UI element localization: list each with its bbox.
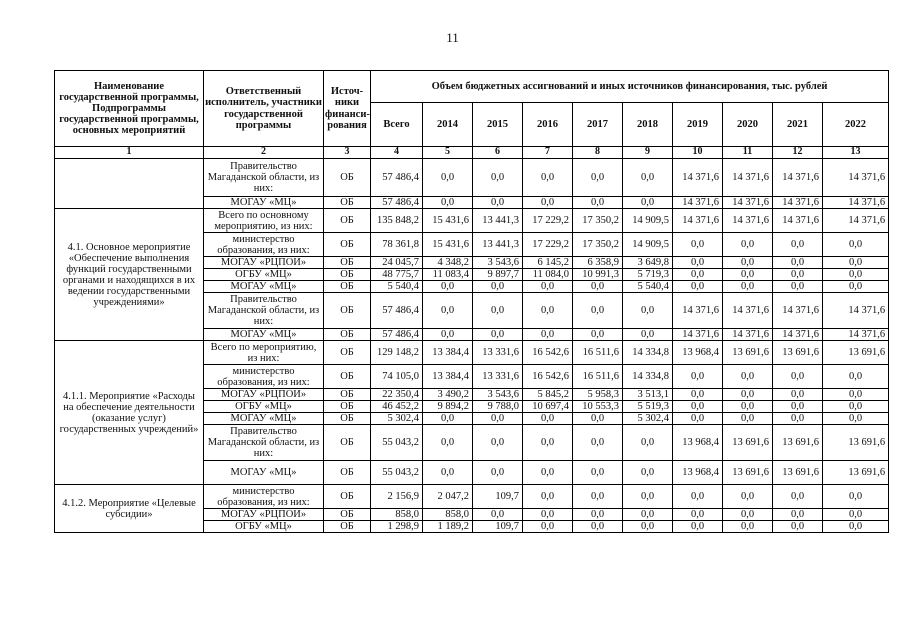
year-value-cell: 0,0 (723, 233, 773, 257)
total-value-cell: 858,0 (371, 509, 423, 521)
year-value-cell: 14 371,6 (823, 329, 889, 341)
year-value-cell: 14 371,6 (823, 159, 889, 197)
year-value-cell: 14 371,6 (773, 159, 823, 197)
year-value-cell: 13 441,3 (473, 209, 523, 233)
year-value-cell: 14 371,6 (723, 209, 773, 233)
year-value-cell: 0,0 (823, 413, 889, 425)
column-number: 12 (773, 147, 823, 159)
year-value-cell: 0,0 (523, 281, 573, 293)
year-value-cell: 0,0 (473, 281, 523, 293)
year-value-cell: 6 145,2 (523, 257, 573, 269)
year-value-cell: 13 384,4 (423, 341, 473, 365)
year-value-cell: 14 371,6 (723, 197, 773, 209)
year-value-cell: 13 691,6 (823, 461, 889, 485)
total-value-cell: 74 105,0 (371, 365, 423, 389)
year-value-cell: 3 543,6 (473, 257, 523, 269)
year-value-cell: 9 788,0 (473, 401, 523, 413)
source-cell: ОБ (324, 461, 371, 485)
year-value-cell: 0,0 (673, 233, 723, 257)
year-value-cell: 13 968,4 (673, 425, 723, 461)
year-value-cell: 0,0 (523, 509, 573, 521)
source-cell: ОБ (324, 401, 371, 413)
column-number: 2 (204, 147, 324, 159)
table-row (55, 341, 889, 365)
executor-cell: МОГАУ «МЦ» (204, 413, 324, 425)
year-value-cell: 16 542,6 (523, 365, 573, 389)
source-cell: ОБ (324, 485, 371, 509)
year-value-cell: 109,7 (473, 521, 523, 533)
year-value-cell: 15 431,6 (423, 233, 473, 257)
total-value-cell: 78 361,8 (371, 233, 423, 257)
total-value-cell: 55 043,2 (371, 425, 423, 461)
year-value-cell: 0,0 (573, 461, 623, 485)
executor-cell: МОГАУ «РЦПОИ» (204, 389, 324, 401)
year-value-cell: 0,0 (723, 269, 773, 281)
year-value-cell: 0,0 (823, 509, 889, 521)
year-value-cell: 3 513,1 (623, 389, 673, 401)
source-cell: ОБ (324, 341, 371, 365)
year-value-cell: 10 991,3 (573, 269, 623, 281)
year-value-cell: 17 229,2 (523, 233, 573, 257)
executor-cell: ОГБУ «МЦ» (204, 401, 324, 413)
year-value-cell: 0,0 (723, 509, 773, 521)
year-value-cell: 0,0 (623, 509, 673, 521)
year-value-cell: 0,0 (623, 159, 673, 197)
header-year: 2016 (523, 103, 573, 147)
executor-cell: ОГБУ «МЦ» (204, 269, 324, 281)
year-value-cell: 2 047,2 (423, 485, 473, 509)
year-value-cell: 14 371,6 (773, 209, 823, 233)
total-value-cell: 57 486,4 (371, 329, 423, 341)
year-value-cell: 0,0 (723, 389, 773, 401)
year-value-cell: 0,0 (423, 425, 473, 461)
year-value-cell: 3 490,2 (423, 389, 473, 401)
source-cell: ОБ (324, 293, 371, 329)
total-value-cell: 22 350,4 (371, 389, 423, 401)
year-value-cell: 3 649,8 (623, 257, 673, 269)
header-year: 2014 (423, 103, 473, 147)
year-value-cell: 0,0 (673, 269, 723, 281)
year-value-cell: 14 371,6 (773, 197, 823, 209)
year-value-cell: 0,0 (723, 281, 773, 293)
year-value-cell: 16 511,6 (573, 341, 623, 365)
year-value-cell: 16 511,6 (573, 365, 623, 389)
year-value-cell: 0,0 (723, 413, 773, 425)
year-value-cell: 0,0 (573, 281, 623, 293)
table-body (55, 159, 889, 533)
year-value-cell: 0,0 (573, 413, 623, 425)
column-number: 9 (623, 147, 673, 159)
year-value-cell: 13 968,4 (673, 341, 723, 365)
year-value-cell: 0,0 (823, 389, 889, 401)
year-value-cell: 17 350,2 (573, 233, 623, 257)
year-value-cell: 0,0 (523, 485, 573, 509)
year-value-cell: 0,0 (623, 521, 673, 533)
year-value-cell: 0,0 (423, 197, 473, 209)
year-value-cell: 0,0 (473, 159, 523, 197)
source-cell: ОБ (324, 521, 371, 533)
year-value-cell: 13 384,4 (423, 365, 473, 389)
total-value-cell: 46 452,2 (371, 401, 423, 413)
executor-cell: Правительство Магаданской области, из них: (204, 425, 324, 461)
budget-allocation-table (54, 70, 889, 533)
year-value-cell: 5 540,4 (623, 281, 673, 293)
year-value-cell: 14 371,6 (673, 159, 723, 197)
source-cell: ОБ (324, 233, 371, 257)
year-value-cell: 13 691,6 (823, 425, 889, 461)
total-value-cell: 55 043,2 (371, 461, 423, 485)
header-year: 2021 (773, 103, 823, 147)
year-value-cell: 13 691,6 (773, 425, 823, 461)
column-number: 7 (523, 147, 573, 159)
total-value-cell: 5 302,4 (371, 413, 423, 425)
table-row (55, 485, 889, 509)
executor-cell: министерство образования, из них: (204, 485, 324, 509)
year-value-cell: 13 691,6 (723, 461, 773, 485)
year-value-cell: 0,0 (523, 293, 573, 329)
year-value-cell: 0,0 (523, 329, 573, 341)
header-budget-volume: Объем бюджетных ассигнований и иных источников финансирования, тыс. рублей (371, 71, 889, 103)
year-value-cell: 0,0 (623, 197, 673, 209)
year-value-cell: 0,0 (523, 413, 573, 425)
year-value-cell: 14 909,5 (623, 233, 673, 257)
total-value-cell: 48 775,7 (371, 269, 423, 281)
year-value-cell: 0,0 (423, 413, 473, 425)
year-value-cell: 0,0 (423, 281, 473, 293)
page-number: 11 (446, 30, 459, 45)
year-value-cell: 14 371,6 (673, 293, 723, 329)
source-cell: ОБ (324, 257, 371, 269)
year-value-cell: 14 371,6 (673, 329, 723, 341)
year-value-cell: 0,0 (473, 329, 523, 341)
year-value-cell: 0,0 (773, 365, 823, 389)
year-value-cell: 0,0 (673, 365, 723, 389)
year-value-cell: 11 083,4 (423, 269, 473, 281)
year-value-cell: 0,0 (623, 485, 673, 509)
year-value-cell: 5 719,3 (623, 269, 673, 281)
year-value-cell: 3 543,6 (473, 389, 523, 401)
year-value-cell: 10 697,4 (523, 401, 573, 413)
year-value-cell: 0,0 (673, 401, 723, 413)
table-row (55, 209, 889, 233)
year-value-cell: 13 691,6 (723, 341, 773, 365)
year-value-cell: 0,0 (773, 281, 823, 293)
total-value-cell: 57 486,4 (371, 293, 423, 329)
year-value-cell: 15 431,6 (423, 209, 473, 233)
year-value-cell: 14 371,6 (823, 209, 889, 233)
executor-cell: ОГБУ «МЦ» (204, 521, 324, 533)
year-value-cell: 0,0 (473, 461, 523, 485)
year-value-cell: 0,0 (423, 159, 473, 197)
year-value-cell: 9 897,7 (473, 269, 523, 281)
year-value-cell: 0,0 (673, 509, 723, 521)
year-value-cell: 109,7 (473, 485, 523, 509)
executor-cell: МОГАУ «МЦ» (204, 329, 324, 341)
program-name-cell: 4.1.2. Мероприятие «Целевые субсидии» (55, 485, 204, 533)
column-number: 3 (324, 147, 371, 159)
year-value-cell: 4 348,2 (423, 257, 473, 269)
year-value-cell: 0,0 (723, 521, 773, 533)
header-year: 2017 (573, 103, 623, 147)
year-value-cell: 0,0 (623, 293, 673, 329)
total-value-cell: 1 298,9 (371, 521, 423, 533)
year-value-cell: 0,0 (673, 485, 723, 509)
executor-cell: МОГАУ «РЦПОИ» (204, 257, 324, 269)
year-value-cell: 0,0 (673, 281, 723, 293)
year-value-cell: 6 358,9 (573, 257, 623, 269)
year-value-cell: 0,0 (823, 521, 889, 533)
source-cell: ОБ (324, 509, 371, 521)
year-value-cell: 0,0 (573, 425, 623, 461)
year-value-cell: 0,0 (573, 159, 623, 197)
year-value-cell: 0,0 (723, 485, 773, 509)
year-value-cell: 0,0 (523, 461, 573, 485)
source-cell: ОБ (324, 413, 371, 425)
year-value-cell: 0,0 (623, 461, 673, 485)
total-value-cell: 129 148,2 (371, 341, 423, 365)
year-value-cell: 14 371,6 (823, 293, 889, 329)
total-value-cell: 135 848,2 (371, 209, 423, 233)
year-value-cell: 0,0 (673, 257, 723, 269)
year-value-cell: 11 084,0 (523, 269, 573, 281)
source-cell: ОБ (324, 159, 371, 197)
year-value-cell: 0,0 (573, 293, 623, 329)
executor-cell: Правительство Магаданской области, из них: (204, 159, 324, 197)
year-value-cell: 13 691,6 (723, 425, 773, 461)
year-value-cell: 14 371,6 (773, 293, 823, 329)
year-value-cell: 0,0 (523, 425, 573, 461)
column-number: 13 (823, 147, 889, 159)
year-value-cell: 0,0 (823, 485, 889, 509)
year-value-cell: 9 894,2 (423, 401, 473, 413)
header-year: 2020 (723, 103, 773, 147)
year-value-cell: 0,0 (423, 293, 473, 329)
year-value-cell: 0,0 (473, 293, 523, 329)
year-value-cell: 0,0 (523, 159, 573, 197)
year-value-cell: 858,0 (423, 509, 473, 521)
year-value-cell: 14 334,8 (623, 365, 673, 389)
source-cell: ОБ (324, 425, 371, 461)
year-value-cell: 0,0 (773, 509, 823, 521)
executor-cell: министерство образования, из них: (204, 365, 324, 389)
column-number: 4 (371, 147, 423, 159)
year-value-cell: 0,0 (573, 521, 623, 533)
year-value-cell: 0,0 (423, 329, 473, 341)
source-cell: ОБ (324, 365, 371, 389)
header-executor: Ответственный исполнитель, участники государственной программы (204, 71, 324, 147)
year-value-cell: 13 691,6 (823, 341, 889, 365)
header-year: 2018 (623, 103, 673, 147)
header-year: 2015 (473, 103, 523, 147)
year-value-cell: 14 334,8 (623, 341, 673, 365)
year-value-cell: 5 519,3 (623, 401, 673, 413)
year-value-cell: 14 371,6 (673, 209, 723, 233)
year-value-cell: 0,0 (473, 197, 523, 209)
executor-cell: МОГАУ «МЦ» (204, 197, 324, 209)
header-program-name: Наименование государственной программы, Подпрограммы государственной программы, основных мероприятий (55, 71, 204, 147)
year-value-cell: 0,0 (423, 461, 473, 485)
year-value-cell: 0,0 (573, 329, 623, 341)
year-value-cell: 0,0 (773, 233, 823, 257)
executor-cell: Всего по основному мероприятию, из них: (204, 209, 324, 233)
year-value-cell: 14 371,6 (723, 329, 773, 341)
year-value-cell: 5 845,2 (523, 389, 573, 401)
year-value-cell: 0,0 (823, 257, 889, 269)
year-value-cell: 13 331,6 (473, 341, 523, 365)
column-number: 11 (723, 147, 773, 159)
executor-cell: Правительство Магаданской области, из них: (204, 293, 324, 329)
year-value-cell: 0,0 (473, 413, 523, 425)
column-number: 8 (573, 147, 623, 159)
year-value-cell: 0,0 (673, 413, 723, 425)
year-value-cell: 0,0 (523, 197, 573, 209)
year-value-cell: 17 229,2 (523, 209, 573, 233)
year-value-cell: 16 542,6 (523, 341, 573, 365)
year-value-cell: 0,0 (623, 425, 673, 461)
header-year: 2022 (823, 103, 889, 147)
year-value-cell: 5 958,3 (573, 389, 623, 401)
column-number: 5 (423, 147, 473, 159)
total-value-cell: 2 156,9 (371, 485, 423, 509)
year-value-cell: 0,0 (723, 401, 773, 413)
year-value-cell: 0,0 (473, 425, 523, 461)
year-value-cell: 17 350,2 (573, 209, 623, 233)
source-cell: ОБ (324, 329, 371, 341)
year-value-cell: 14 371,6 (823, 197, 889, 209)
year-value-cell: 14 371,6 (723, 293, 773, 329)
column-number: 6 (473, 147, 523, 159)
total-value-cell: 5 540,4 (371, 281, 423, 293)
column-number: 1 (55, 147, 204, 159)
year-value-cell: 0,0 (773, 413, 823, 425)
total-value-cell: 57 486,4 (371, 159, 423, 197)
header-year: 2019 (673, 103, 723, 147)
year-value-cell: 14 371,6 (773, 329, 823, 341)
year-value-cell: 0,0 (773, 389, 823, 401)
header-total: Всего (371, 103, 423, 147)
table-row (55, 159, 889, 197)
year-value-cell: 13 331,6 (473, 365, 523, 389)
year-value-cell: 13 441,3 (473, 233, 523, 257)
executor-cell: МОГАУ «РЦПОИ» (204, 509, 324, 521)
total-value-cell: 24 045,7 (371, 257, 423, 269)
year-value-cell: 0,0 (823, 233, 889, 257)
source-cell: ОБ (324, 269, 371, 281)
program-name-cell: 4.1. Основное мероприятие «Обеспечение выполнения функций государственными органами и находящихся в их ведении государственными учреждениями» (55, 209, 204, 341)
year-value-cell: 0,0 (773, 269, 823, 281)
source-cell: ОБ (324, 209, 371, 233)
executor-cell: Всего по мероприятию, из них: (204, 341, 324, 365)
year-value-cell: 0,0 (823, 401, 889, 413)
year-value-cell: 10 553,3 (573, 401, 623, 413)
executor-cell: МОГАУ «МЦ» (204, 281, 324, 293)
year-value-cell: 0,0 (773, 521, 823, 533)
year-value-cell: 0,0 (573, 197, 623, 209)
year-value-cell: 0,0 (823, 281, 889, 293)
program-name-cell (55, 159, 204, 209)
year-value-cell: 13 691,6 (773, 341, 823, 365)
executor-cell: министерство образования, из них: (204, 233, 324, 257)
source-cell: ОБ (324, 281, 371, 293)
year-value-cell: 0,0 (773, 485, 823, 509)
year-value-cell: 0,0 (823, 269, 889, 281)
year-value-cell: 13 968,4 (673, 461, 723, 485)
year-value-cell: 0,0 (773, 257, 823, 269)
year-value-cell: 1 189,2 (423, 521, 473, 533)
header-financing-source: Источ-ники финанси-рования (324, 71, 371, 147)
year-value-cell: 13 691,6 (773, 461, 823, 485)
year-value-cell: 14 909,5 (623, 209, 673, 233)
total-value-cell: 57 486,4 (371, 197, 423, 209)
year-value-cell: 5 302,4 (623, 413, 673, 425)
year-value-cell: 0,0 (773, 401, 823, 413)
year-value-cell: 0,0 (523, 521, 573, 533)
source-cell: ОБ (324, 389, 371, 401)
source-cell: ОБ (324, 197, 371, 209)
year-value-cell: 0,0 (573, 485, 623, 509)
year-value-cell: 0,0 (673, 389, 723, 401)
year-value-cell: 0,0 (623, 329, 673, 341)
executor-cell: МОГАУ «МЦ» (204, 461, 324, 485)
year-value-cell: 0,0 (723, 365, 773, 389)
year-value-cell: 14 371,6 (673, 197, 723, 209)
year-value-cell: 0,0 (723, 257, 773, 269)
year-value-cell: 0,0 (473, 509, 523, 521)
program-name-cell: 4.1.1. Мероприятие «Расходы на обеспечение деятельности (оказание услуг) государственных учреждений» (55, 341, 204, 485)
column-number: 10 (673, 147, 723, 159)
year-value-cell: 0,0 (573, 509, 623, 521)
year-value-cell: 0,0 (673, 521, 723, 533)
year-value-cell: 0,0 (823, 365, 889, 389)
year-value-cell: 14 371,6 (723, 159, 773, 197)
